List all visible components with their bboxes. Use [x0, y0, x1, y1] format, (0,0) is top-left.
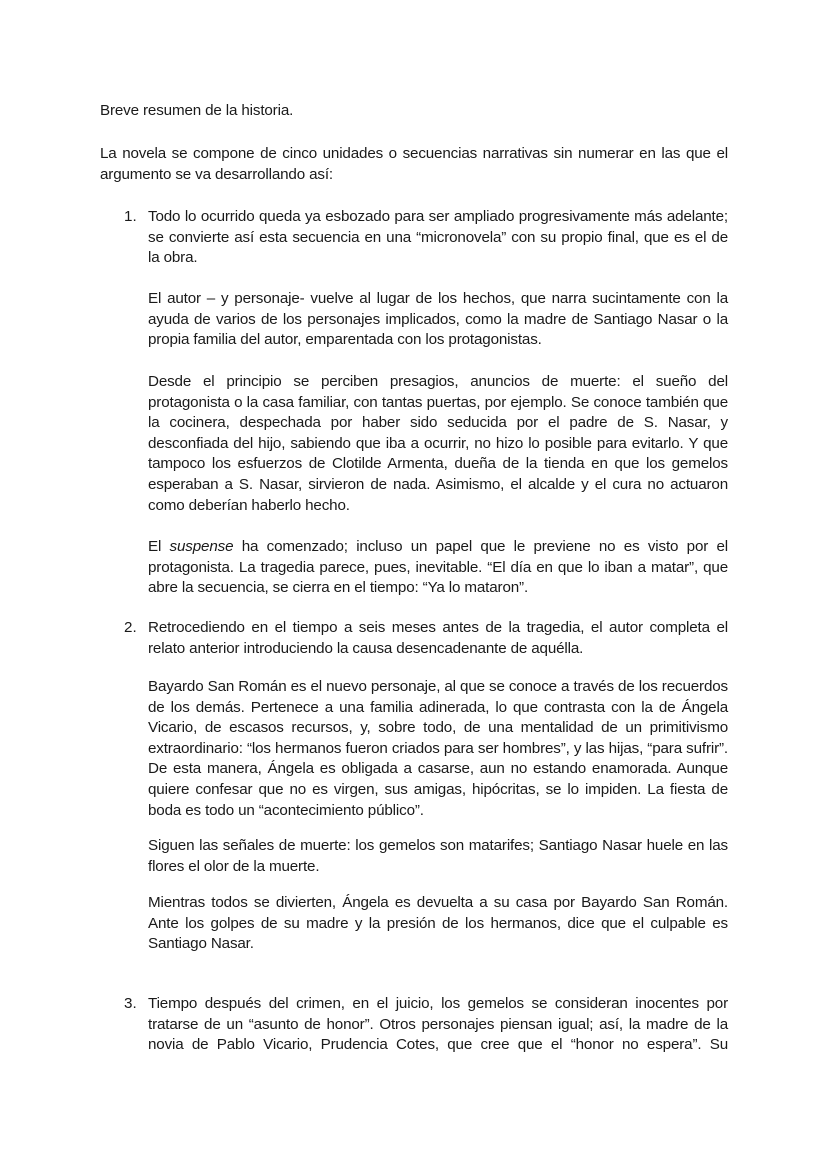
suspense-italic-word: suspense — [169, 538, 234, 555]
section-1-paragraph-1: Todo lo ocurrido queda ya esbozado para ser ampliado progresivamente más adelante; se convierte así esta secuencia en una “micronovela” con su propio final, que es el de la obra. — [148, 208, 728, 267]
list-number-1: 1. — [124, 208, 137, 225]
section-3-paragraph-1: Tiempo después del crimen, en el juicio, los gemelos se consideran inocentes por tratarse de un “asunto de honor”. Otros personajes piensan igual; así, la madre de la novia de Pablo Vicario, Prudencia Cotes, que cree que el “honor no espera”. Su — [148, 995, 728, 1054]
section-1-suspense-paragraph — [148, 537, 728, 599]
list-number-2: 2. — [124, 619, 137, 636]
section-1-paragraph-3: Desde el principio se perciben presagios, anuncios de muerte: el sueño del protagonista o la casa familiar, con tantas puertas, por ejemplo. Se conoce también que la cocinera, despechada por haber sido seducida por el padre de S. Nasar, y desconfiada del hijo, sabiendo que iba a ocurrir, no hizo lo posible para evitarlo. Y que tampoco los esfuerzos de Clotilde Armenta, dueña de la tienda en que los gemelos esperaban a S. Nasar, sirvieron de nada. Asimismo, el alcalde y el cura no actuaron como deberían haberlo hecho. — [148, 373, 728, 514]
section-2-paragraph-4: Mientras todos se divierten, Ángela es devuelta a su casa por Bayardo San Román. Ante los golpes de su madre y la presión de los hermanos, dice que el culpable es Santiago Nasar. — [148, 894, 728, 953]
document-heading: Breve resumen de la historia. — [100, 102, 294, 119]
intro-paragraph: La novela se compone de cinco unidades o secuencias narrativas sin numerar en las que el argumento se va desarrollando así: — [100, 145, 728, 183]
suspense-prefix: El — [148, 538, 170, 555]
section-2-paragraph-1: Retrocediendo en el tiempo a seis meses antes de la tragedia, el autor completa el relato anterior introduciendo la causa desencadenante de aquélla. — [148, 619, 728, 657]
section-2-paragraph-3: Siguen las señales de muerte: los gemelos son matarifes; Santiago Nasar huele en las flores el olor de la muerte. — [148, 837, 728, 875]
list-number-3: 3. — [124, 995, 137, 1012]
section-2-paragraph-2: Bayardo San Román es el nuevo personaje, al que se conoce a través de los recuerdos de los demás. Pertenece a una familia adinerada, lo que contrasta con la de Ángela Vicario, de escasos recursos, y, sobre todo, de una mentalidad de un primitivismo extraordinario: “los hermanos fueron criados para ser hombres”, y las hijas, “para sufrir”. De esta manera, Ángela es obligada a casarse, aun no estando enamorada. Aunque quiere confesar que no es virgen, sus amigas, hipócritas, se lo impiden. La fiesta de boda es todo un “acontecimiento público”. — [148, 678, 728, 819]
section-1-paragraph-2: El autor – y personaje- vuelve al lugar de los hechos, que narra sucintamente con la ayuda de varios de los personajes implicados, como la madre de Santiago Nasar o la propia familia del autor, emparentada con los protagonistas. — [148, 290, 728, 349]
suspense-suffix: ha comenzado; incluso un papel que le previene no es visto por el protagonista. La tragedia parece, pues, inevitable. “El día en que lo iban a matar”, que abre la secuencia, se cierra en el tiempo: “Ya lo mataron”. — [148, 538, 728, 597]
